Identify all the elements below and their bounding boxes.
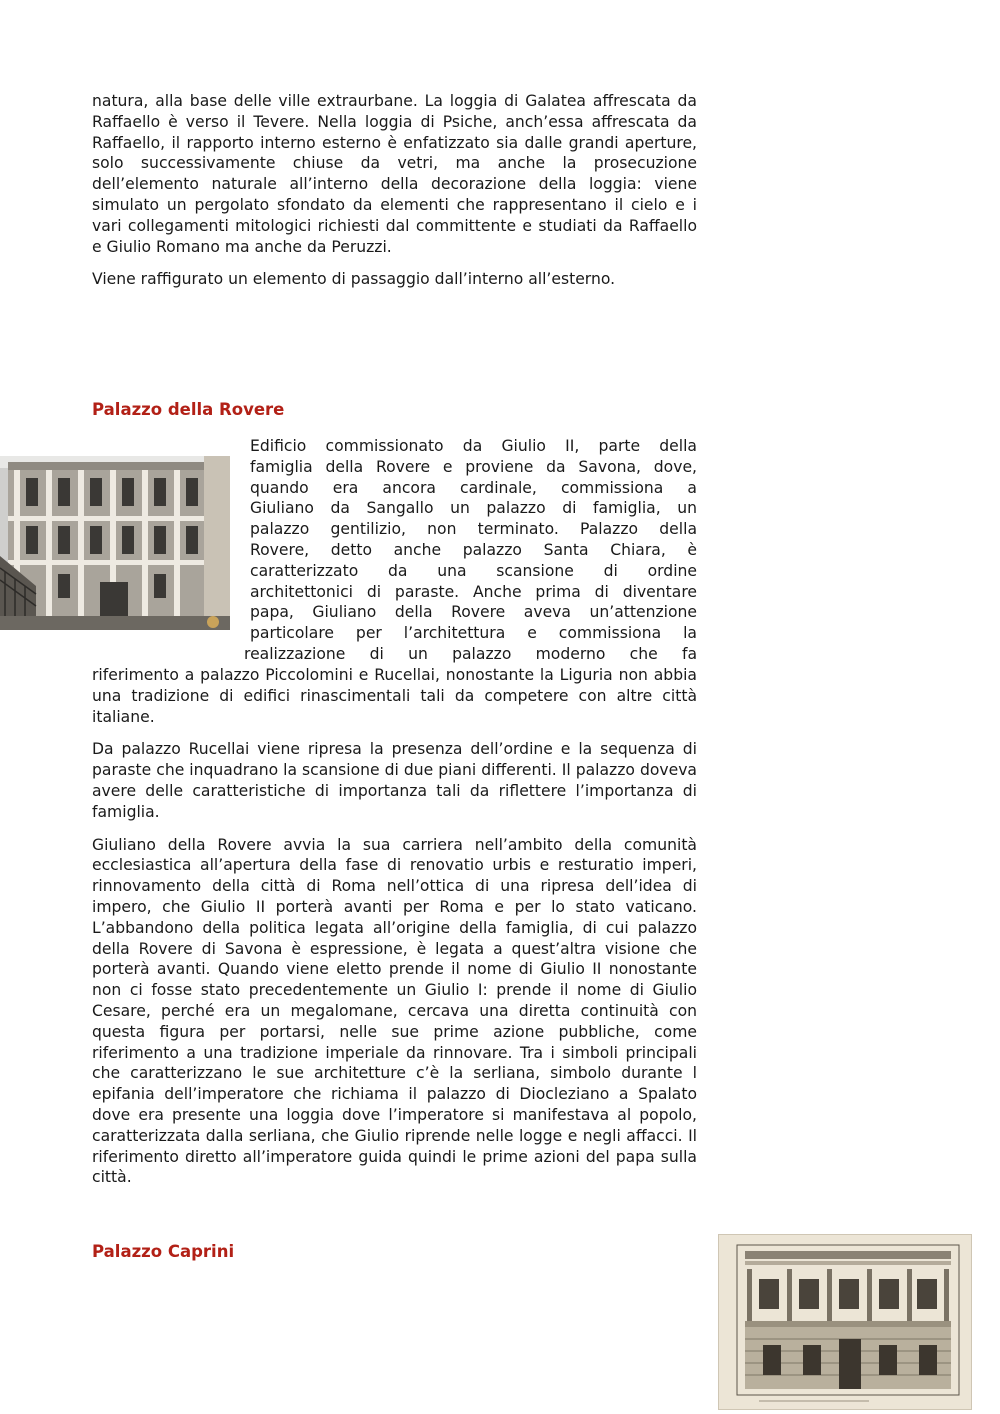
rovere-body <box>92 665 697 1200</box>
wrap-line: quando era ancora cardinale, commissiona a <box>250 478 697 497</box>
wrap-line: caratterizzato da una scansione di ordine <box>250 561 697 580</box>
wrap-line: particolare per l’architettura e commissiona la <box>250 624 697 643</box>
intro-paragraph-2: Viene raffigurato un elemento di passaggio dall’interno all’esterno. <box>92 270 616 289</box>
intro-text <box>92 91 697 302</box>
wrap-line: Giuliano da Sangallo un palazzo di famiglia, un <box>250 499 697 518</box>
rovere-wrap-text <box>244 436 697 665</box>
wrap-line: realizzazione di un palazzo moderno che fa <box>244 644 697 663</box>
wrap-line: Rovere, detto anche palazzo Santa Chiara, è <box>250 540 697 559</box>
rovere-paragraph-continuation: riferimento a palazzo Piccolomini e Rucellai, nonostante la Liguria non abbia una tradizione di edifici rinascimentali tali da competere con altre città italiane. <box>92 666 697 726</box>
wrap-line: papa, Giuliano della Rovere aveva un’attenzione <box>250 603 697 622</box>
rovere-paragraph-3: Giuliano della Rovere avvia la sua carriera nell’ambito della comunità ecclesiastica all’apertura della fase di renovatio urbis e resturatio imperi, rinnovamento della città di Roma nell’ottica di una ripresa dell’idea di impero, che Giulio II porterà avanti per Roma e per lo stato vaticano. L’abbandono della politica legata all’origine della famiglia, di cui palazzo della Rovere di Savona è espressione, è legata a quest’altra visione che porterà avanti. Quando viene eletto prende il nome di Giulio II nonostante non ci fosse stato precedentemente un Giulio I: prende il nome di Giulio Cesare, perché era un megalomane, cercava una diretta continuità con questa figura per portarsi, nelle sue prime azione pubbliche, come riferimento a una tradizione imperiale da rinnovare. Tra i simboli principali che caratterizzano le sue architetture c’è la serliana, simbolo durante l epifania dell’imperatore che richiama il palazzo di Diocleziano a Spalato dove era presente una loggia dove l’imperatore si manifestava al popolo, caratterizzata dalla serliana, che Giulio riprende nelle logge e negli affacci. Il riferimento diretto all’imperatore guida quindi le prime azioni del papa sulla città. <box>92 835 697 1187</box>
wrap-line: famiglia della Rovere e proviene da Savona, dove, <box>250 457 697 476</box>
palazzo-caprini-engraving <box>718 1234 972 1410</box>
palazzo-della-rovere-photo <box>0 456 230 630</box>
wrap-line: architettonici di paraste. Anche prima di diventare <box>250 582 697 601</box>
section-heading-palazzo-della-rovere: Palazzo della Rovere <box>92 400 285 419</box>
section-heading-palazzo-caprini: Palazzo Caprini <box>92 1242 235 1261</box>
rovere-paragraph-2: Da palazzo Rucellai viene ripresa la presenza dell’ordine e la sequenza di paraste che inquadrano la scansione di due piani differenti. Il palazzo doveva avere delle caratteristiche di importanza tali da riflettere l’importanza di famiglia. <box>92 740 697 821</box>
wrap-line: palazzo gentilizio, non terminato. Palazzo della <box>250 520 697 539</box>
intro-paragraph: natura, alla base delle ville extraurbane. La loggia di Galatea affrescata da Raffaello è verso il Tevere. Nella loggia di Psiche, anch’essa affrescata da Raffaello, il rapporto interno esterno è enfatizzato sia dalle grandi aperture, solo successivamente chiuse da vetri, ma anche la prosecuzione dell’elemento naturale all’interno della decorazione della loggia: viene simulato un pergolato sfondato da elementi che rappresentano il cielo e i vari collegamenti mitologici richiesti dal committente e studiati da Raffaello e Giulio Romano ma anche da Peruzzi. <box>92 92 697 256</box>
wrap-line: Edificio commissionato da Giulio II, parte della <box>250 437 697 455</box>
